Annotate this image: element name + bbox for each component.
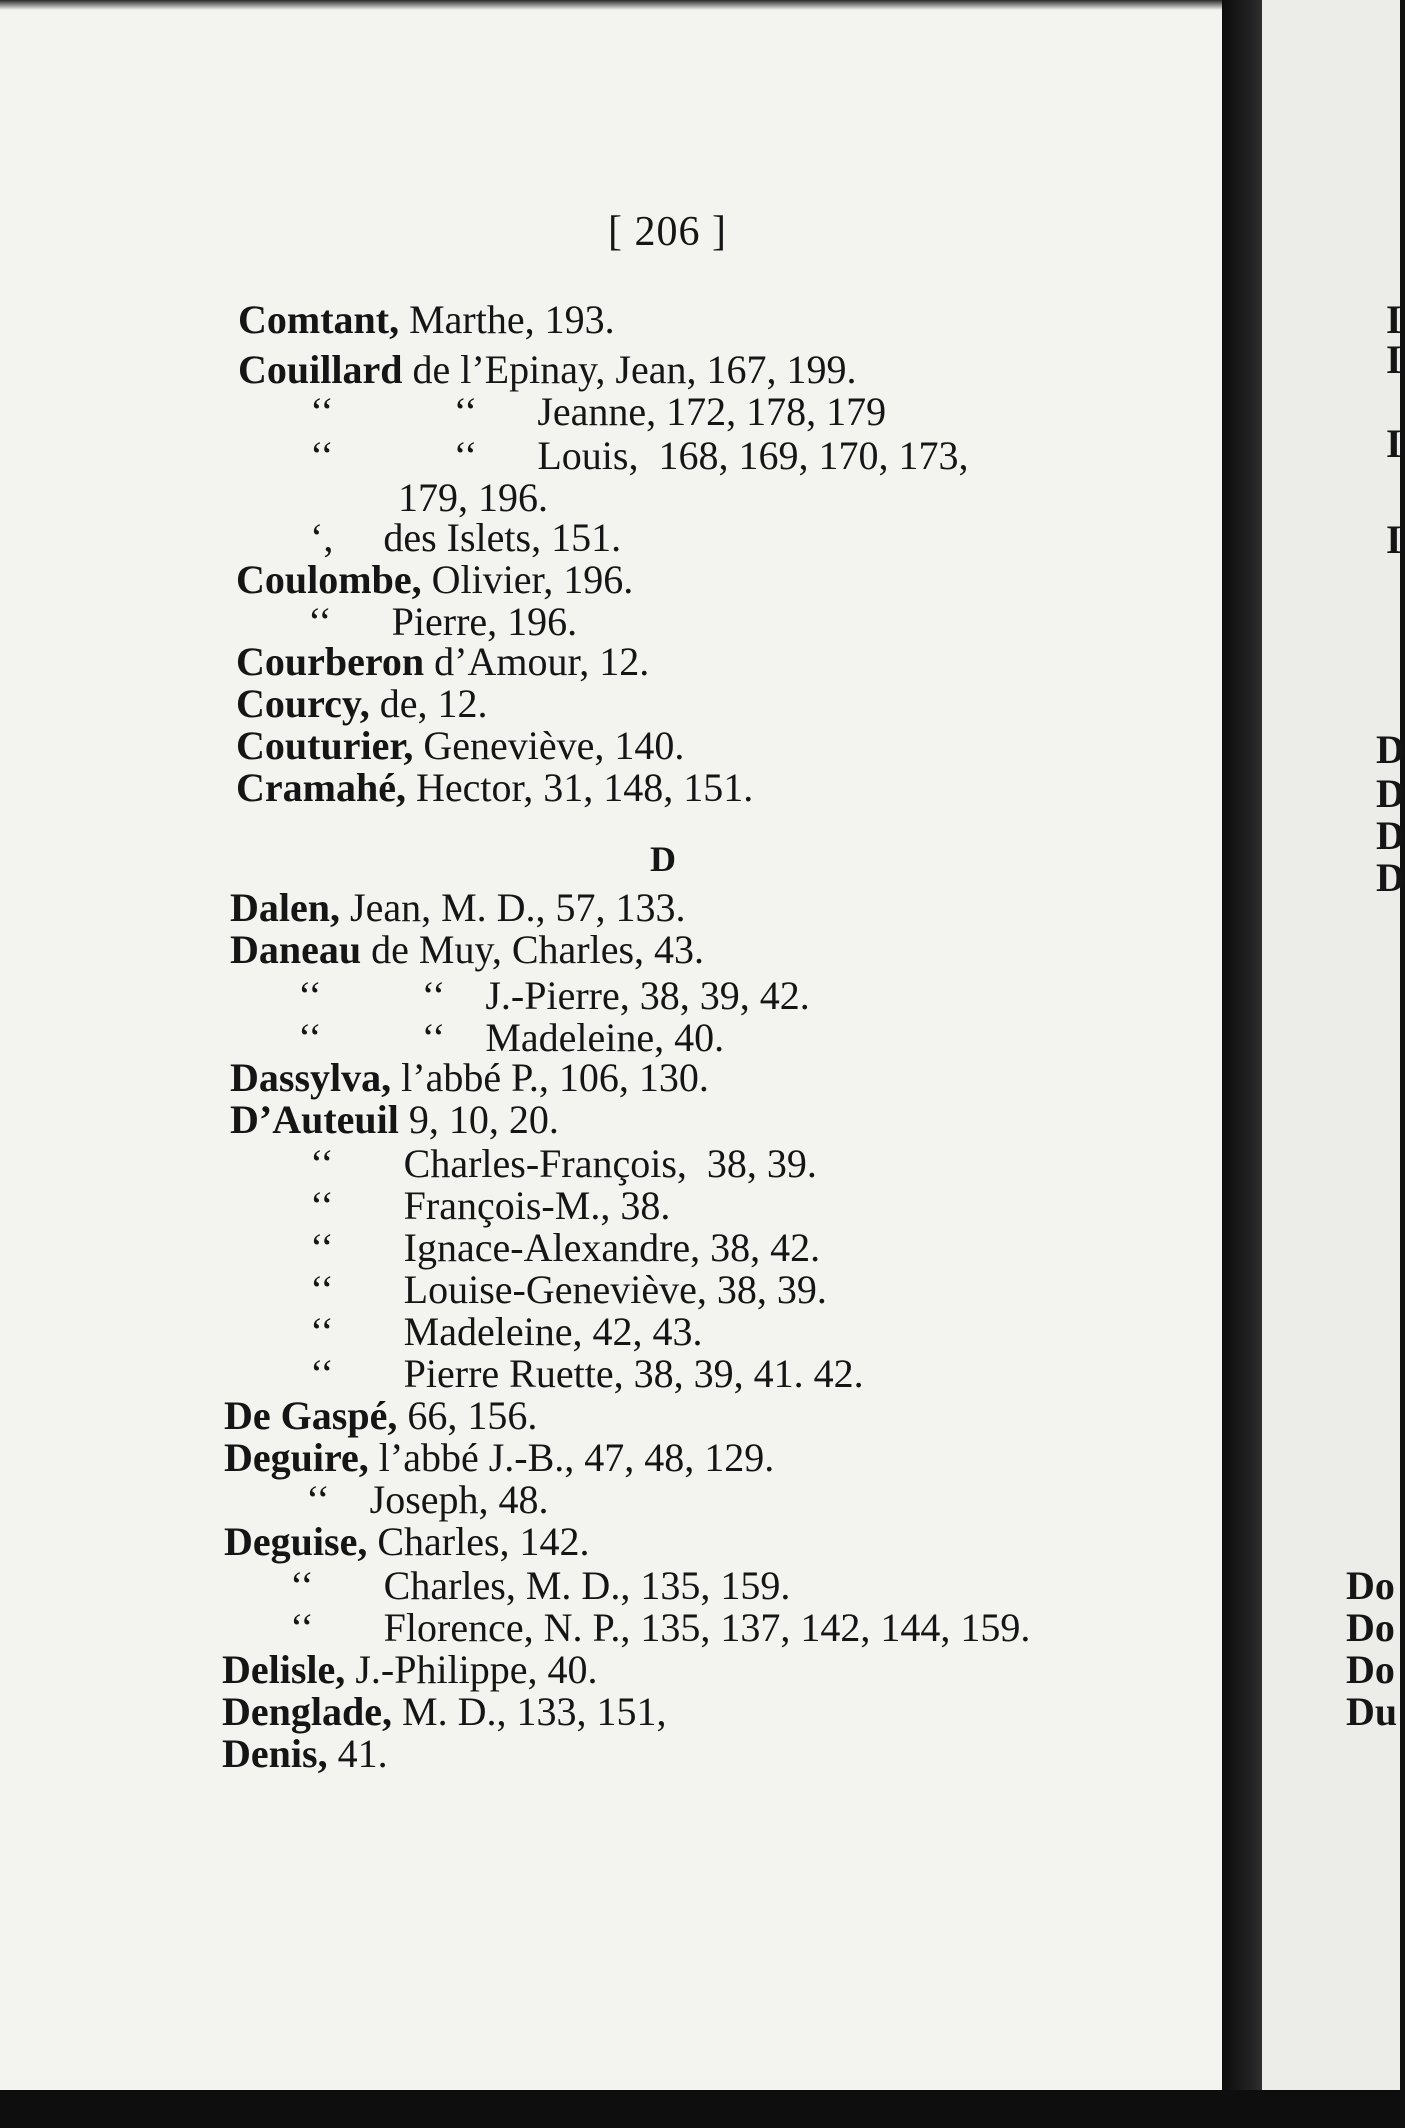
- facing-fragment: I: [1386, 517, 1402, 562]
- facing-fragment: Du: [1346, 1689, 1398, 1734]
- index-line: ‘‘ ‘‘ Louis, 168, 169, 170, 173,: [310, 433, 969, 478]
- index-line: ‘‘ Madeleine, 42, 43.: [310, 1309, 703, 1354]
- index-line: ‘‘ ‘‘ J.-Pierre, 38, 39, 42.: [298, 973, 810, 1018]
- facing-fragment: Do: [1346, 1605, 1395, 1650]
- facing-fragment: Do: [1346, 1563, 1395, 1608]
- index-line: Courberon d’Amour, 12.: [236, 639, 650, 684]
- index-line: ‘‘ Charles-François, 38, 39.: [310, 1141, 817, 1186]
- index-line: Coulombe, Olivier, 196.: [236, 557, 634, 602]
- facing-fragment: D: [1376, 727, 1405, 772]
- facing-fragment: Do: [1346, 1647, 1395, 1692]
- index-line: De Gaspé, 66, 156.: [224, 1393, 538, 1438]
- index-line: ‘‘ Pierre, 196.: [308, 599, 578, 644]
- facing-fragment: D: [1376, 855, 1405, 900]
- index-line: ‘‘ François-M., 38.: [310, 1183, 671, 1228]
- index-line: 179, 196.: [398, 475, 548, 520]
- index-line: ‘‘ Ignace-Alexandre, 38, 42.: [310, 1225, 821, 1270]
- index-line: ‘‘ Florence, N. P., 135, 137, 142, 144, 159.: [290, 1605, 1031, 1650]
- index-line: ‘‘ Pierre Ruette, 38, 39, 41. 42.: [310, 1351, 864, 1396]
- index-line: Denglade, M. D., 133, 151,: [222, 1689, 667, 1734]
- index-line: Couillard de l’Epinay, Jean, 167, 199.: [238, 347, 857, 392]
- index-line: Dassylva, l’abbé P., 106, 130.: [230, 1055, 709, 1100]
- facing-fragment: I: [1386, 297, 1402, 342]
- index-line: Daneau de Muy, Charles, 43.: [230, 927, 705, 972]
- bottom-border: [0, 2090, 1400, 2128]
- index-line: Comtant, Marthe, 193.: [238, 297, 615, 342]
- index-line: ‘, des Islets, 151.: [310, 515, 622, 560]
- facing-fragment: D: [1376, 813, 1405, 858]
- index-line: Cramahé, Hector, 31, 148, 151.: [236, 765, 754, 810]
- index-line: ‘‘ ‘‘ Jeanne, 172, 178, 179: [310, 389, 887, 434]
- index-line: ‘‘ Charles, M. D., 135, 159.: [290, 1563, 791, 1608]
- page-number: [ 206 ]: [608, 209, 727, 255]
- index-line: Deguise, Charles, 142.: [224, 1519, 590, 1564]
- section-heading: D: [650, 839, 676, 879]
- index-line: ‘‘ ‘‘ Madeleine, 40.: [298, 1015, 725, 1060]
- facing-fragment: I: [1386, 421, 1402, 466]
- index-line: Deguire, l’abbé J.-B., 47, 48, 129.: [224, 1435, 775, 1480]
- index-line: Delisle, J.-Philippe, 40.: [222, 1647, 598, 1692]
- index-line: Denis, 41.: [222, 1731, 388, 1776]
- index-line: D’Auteuil 9, 10, 20.: [230, 1097, 559, 1142]
- facing-page: [1262, 0, 1405, 2090]
- index-line: Couturier, Geneviève, 140.: [236, 723, 685, 768]
- index-line: Dalen, Jean, M. D., 57, 133.: [230, 885, 686, 930]
- index-line: ‘‘ Louise-Geneviève, 38, 39.: [310, 1267, 827, 1312]
- facing-fragment: D: [1376, 771, 1405, 816]
- facing-fragment: I: [1386, 337, 1402, 382]
- index-line: ‘‘ Joseph, 48.: [306, 1477, 549, 1522]
- index-line: Courcy, de, 12.: [236, 681, 488, 726]
